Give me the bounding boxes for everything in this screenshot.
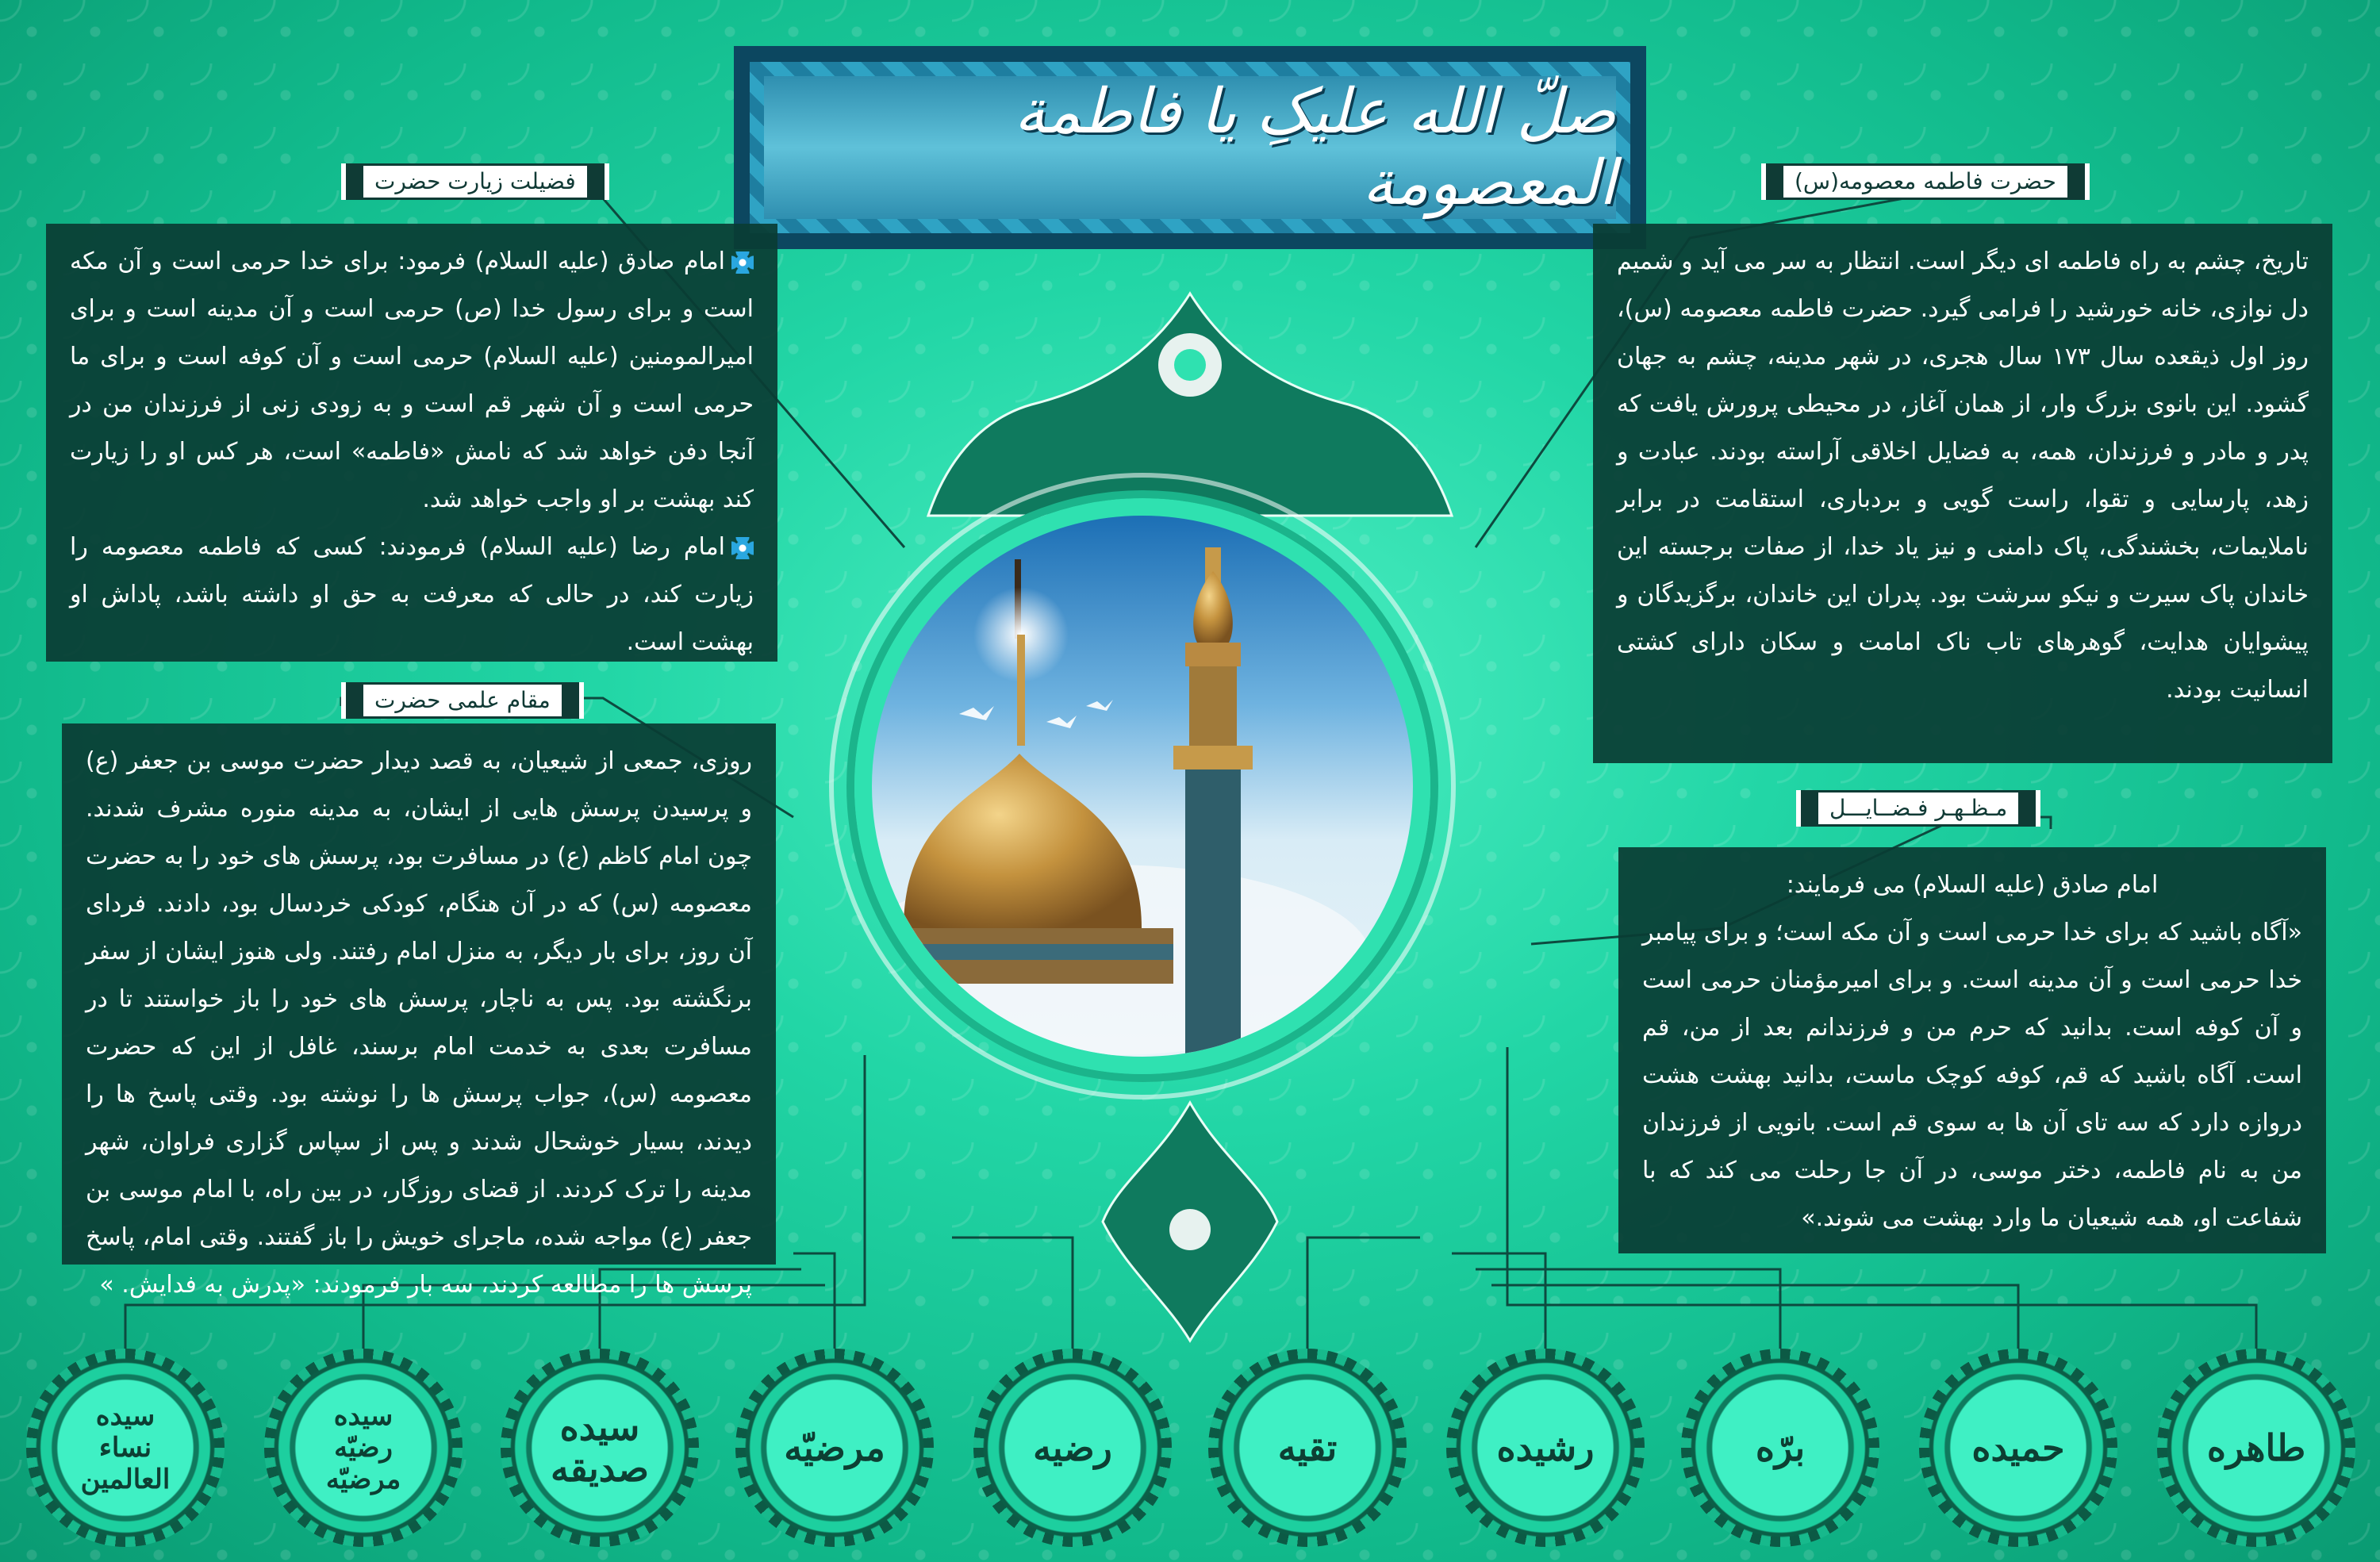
medal-8: برّه: [1681, 1349, 1879, 1547]
flower-bullet-icon: [731, 251, 754, 274]
label-hazrat: حضرت فاطمه معصومه(س): [1761, 163, 2090, 200]
panel-mazhar: [1618, 847, 2326, 1253]
medal-6: تقیه: [1208, 1349, 1407, 1547]
banner-inner: [764, 76, 1616, 219]
label-mazhar: مـظـهـر فـضــایـــل: [1796, 790, 2040, 827]
panel-fazilat: [46, 224, 777, 662]
fazilat-paragraph-2: امام رضا (علیه السلام) فرمودند: کسی که فاطمه معصومه را زیارت کند، در حالی که معرفت به حق او داشته باشد، پاداش او بهشت است.: [70, 533, 754, 656]
medal-7: رشیده: [1446, 1349, 1645, 1547]
medal-5: رضیه: [973, 1349, 1172, 1547]
fazilat-paragraph-1: امام صادق (علیه السلام) فرمود: برای خدا حرمی است و آن مکه است و برای رسول خدا (ص) حرمی است و آن مدینه است و برای امیرالمومنین (علیه السلام) حرمی است و آن کوفه است و برای ما حرمی است و آن شهر قم است و به زودی زنی از فرزندان من در آنجا دفن خواهد شد که نامش «فاطمه» است، هر کس او را زیارت کند بهشت بر او واجب خواهد شد.: [70, 248, 754, 513]
medal-4: مرضیّه: [735, 1349, 934, 1547]
label-maqam: مقام علمی حضرت: [341, 682, 584, 719]
title-banner: [734, 46, 1646, 249]
banner-calligraphy: صلّ الله علیکِ یا فاطمة المعصومة: [1014, 76, 1616, 219]
medal-2: سیده رضیّه مرضیّه: [264, 1349, 463, 1547]
panel-maqam: [62, 723, 776, 1299]
hazrat-text: تاریخ، چشم به راه فاطمه ای دیگر است. انتظار به سر می آید و شمیم دل نوازی، خانه خورشید را فرامی گیرد. حضرت فاطمه معصومه (س)، روز اول ذیقعده سال ۱۷۳ سال هجری، در شهر مدینه، چشم به جهان گشود. این بانوی بزرگ وار، از همان آغاز، در محیطی پرورش یافت که پدر و مادر و فرزندان، همه، به فضایل اخلاقی آراسته بودند. عبادت و زهد، پارسایی و تقوا، راست گویی و بردباری، استقامت در برابر ناملایمات، بخشندگی، پاک دامنی و نیز یاد خدا، از صفات برجسته این خاندان پاک سیرت و نیکو سرشت بود. پدران این خاندان، برگزیدگان و پیشوایان هدایت، گوهرهای تاب ناک امامت و سکان دارای کشتی انسانیت بودند.: [1617, 248, 2309, 704]
shrine-illustration: [872, 516, 1413, 1057]
medal-10: طاهره: [2157, 1349, 2355, 1547]
maqam-text: روزی، جمعی از شیعیان، به قصد دیدار حضرت موسی بن جعفر (ع) و پرسیدن پرسش هایی از ایشان، به مدینه منوره مشرف شدند. چون امام کاظم (ع) در مسافرت بود، پرسش های خود را به حضرت معصومه (س) که در آن هنگام، کودکی خردسال بود، دادند. فردای آن روز، برای بار دیگر، به منزل امام رفتند. ولی هنوز ایشان از سفر برنگشته بود. پس به ناچار، پرسش های خود را باز خواستند تا در مسافرت بعدی به خدمت امام برسند، غافل از این که حضرت معصومه (س)، جواب پرسش ها را نوشته بود. وقتی پاسخ ها را دیدند، بسیار خوشحال شدند و پس از سپاس گزاری فراوان، شهر مدینه را ترک کردند. از قضای روزگار، در بین راه، با امام موسی بن جعفر (ع) مواجه شده، ماجرای خویش را باز گفتند. وقتی امام، پاسخ پرسش ها را مطالعه کردند، سه بار فرمودند: «پدرش به فدایش. »: [86, 747, 752, 1299]
panel-hazrat: [1593, 224, 2332, 763]
flower-bullet-icon: [731, 537, 754, 559]
medal-1: سیده نساء العالمین: [26, 1349, 225, 1547]
mazhar-intro: امام صادق (علیه السلام) می فرمایند:: [1786, 871, 2159, 899]
bottom-ornament: [1095, 1095, 1285, 1349]
medal-3: سیده صدیقه: [501, 1349, 699, 1547]
medal-9: حمیده: [1919, 1349, 2117, 1547]
shrine-photo: [854, 498, 1430, 1074]
mazhar-text: «آگاه باشید که برای خدا حرمی است و آن مکه است؛ و برای پیامبر خدا حرمی است و آن مدینه است. و برای امیرمؤمنان حرمی است و آن کوفه است. بدانید که حرم من و فرزندانم بعد از من، قم است. آگاه باشید که قم، کوفه کوچک ماست، بدانید بهشت هشت دروازه دارد که سه تای آن ها به سوی قم است. بانویی از فرزندان من به نام فاطمه، دختر موسی، در آن جا رحلت می کند که با شفاعت او، همه شیعیان ما وارد بهشت می شوند.»: [1642, 919, 2302, 1232]
label-fazilat: فضیلت زیارت حضرت: [341, 163, 609, 200]
